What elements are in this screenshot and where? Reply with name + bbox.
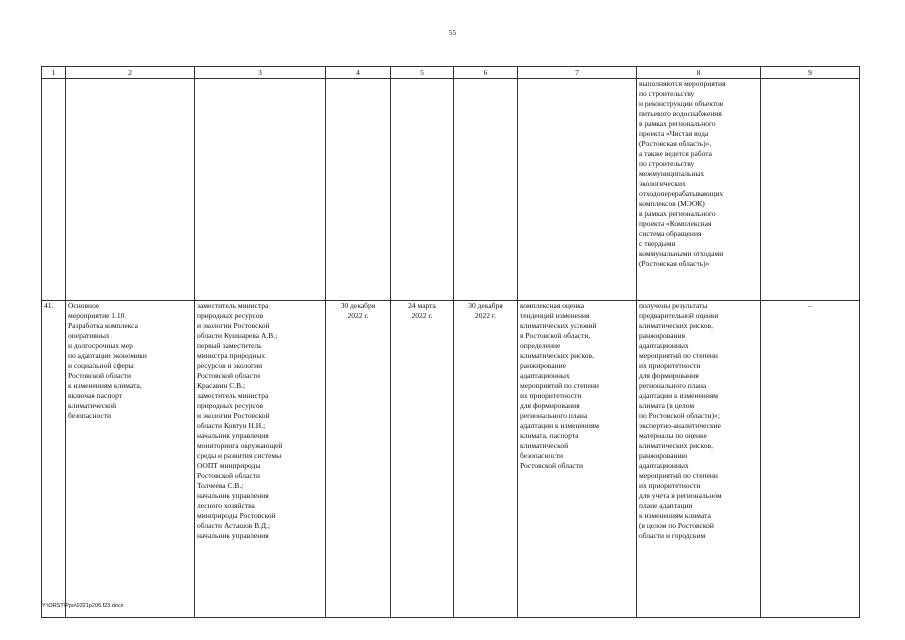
planned-date-line-1: 30 декабря	[340, 301, 376, 310]
cell-text-line: адаптационных	[520, 371, 570, 380]
cell-text-line: лесного хозяйства	[197, 501, 255, 510]
cell-text-line: экологических	[639, 179, 686, 188]
column-number-6: 6	[454, 67, 518, 79]
start-date-cell	[391, 301, 454, 618]
continuation-row	[42, 79, 860, 301]
cell-text-line: экспертно-аналитические	[639, 421, 721, 430]
table-row	[42, 301, 860, 618]
cell-text-line: по адаптации экономики	[68, 351, 147, 360]
continuation-cell-1	[42, 79, 66, 301]
cell-text-line: по Ростовской области)»;	[639, 411, 720, 420]
continuation-cell-5	[391, 79, 454, 301]
start-date-line-1: 24 марта	[408, 301, 436, 310]
row-number-cell: 41.	[42, 301, 66, 618]
cell-text-line: минприроды Ростовской	[197, 511, 276, 520]
cell-text-line: регионального плана	[520, 411, 588, 420]
continuation-cell-4	[326, 79, 391, 301]
column-number-4: 4	[326, 67, 391, 79]
continuation-result-cell	[637, 79, 761, 301]
cell-text-line: для учета в региональном	[639, 491, 722, 500]
footer-file-path: Y:\ORST\Ppo\0321p206.f23.docx	[42, 603, 124, 609]
cell-text-line: тенденций изменения	[520, 311, 590, 320]
cell-text-line: начальник управления	[197, 491, 269, 500]
cell-text-line: коммунальными отходами	[639, 249, 724, 258]
cell-text-line: с твердыми	[639, 239, 676, 248]
end-date-cell	[454, 301, 518, 618]
cell-text-line: по строительству	[639, 159, 695, 168]
cell-text-line: а также ведется работа	[639, 149, 712, 158]
cell-text-line: межмуниципальных	[639, 169, 705, 178]
cell-text-line: к изменениям климата,	[68, 381, 142, 390]
cell-text-line: климатических рисков,	[520, 351, 594, 360]
cell-text-line: Толчеева С.В.;	[197, 481, 244, 490]
cell-text-line: области Ковтун Н.Н.;	[197, 421, 266, 430]
cell-text-line: безопасности	[520, 451, 564, 460]
cell-text-line: регионального плана	[639, 381, 707, 390]
cell-text-line: для формирования	[520, 401, 580, 410]
cell-text-line: ООПТ минприроды	[197, 461, 261, 470]
cell-text-line: их приоритетности	[520, 391, 582, 400]
cell-text-line: (в целом по Ростовской	[639, 521, 714, 530]
column-number-7: 7	[518, 67, 637, 79]
cell-text-line: Ростовской области	[197, 471, 260, 480]
actual-result-cell	[637, 301, 761, 618]
cell-text-line: мониторинга окружающей	[197, 441, 283, 450]
cell-text-line: мероприятий по степени	[639, 471, 718, 480]
cell-text-line: (Ростовская область)»,	[639, 139, 712, 148]
continuation-cell-7	[518, 79, 637, 301]
cell-text-line: климатических условий	[520, 321, 597, 330]
cell-text-line: для формирования	[639, 371, 699, 380]
cell-text-line: и экологии Ростовской	[197, 411, 270, 420]
cell-text-line: питьевого водоснабжения	[639, 109, 722, 118]
cell-text-line: ранжирование	[520, 361, 566, 370]
cell-text-line: их приоритетности	[639, 361, 701, 370]
cell-text-line: климата, паспорта	[520, 431, 579, 440]
column-number-row	[42, 67, 860, 79]
cell-text-line: природных ресурсов	[197, 401, 264, 410]
cell-text-line: ранжирования	[639, 331, 686, 340]
end-date-line-2: 2022 г.	[475, 311, 496, 320]
cell-text-line: среды и развития системы	[197, 451, 282, 460]
cell-text-line: климатических рисков,	[639, 441, 713, 450]
cell-text-line: к изменениям климата	[639, 511, 711, 520]
cell-text-line: мероприятий по степени	[520, 381, 599, 390]
cell-text-line: мероприятие 1.10.	[68, 311, 127, 320]
cell-text-line: и долгосрочных мер	[68, 341, 133, 350]
start-date-line-2: 2022 г.	[411, 311, 433, 320]
cell-text-line: адаптационных	[639, 341, 689, 350]
column-number-2: 2	[66, 67, 195, 79]
cell-text-line: адаптации к изменениям	[520, 421, 600, 430]
cell-text-line: в Ростовской области,	[520, 331, 591, 340]
column-number-8: 8	[637, 67, 761, 79]
cell-text-line: отходоперерабатывающих	[639, 189, 724, 198]
cell-text-line: Ростовской области	[520, 461, 583, 470]
cell-text-line: в рамках регионального	[639, 209, 716, 218]
continuation-cell-3	[195, 79, 326, 301]
end-date-line-1: 30 декабря	[468, 301, 503, 310]
cell-text-line: Красавин С.В.;	[197, 381, 246, 390]
expected-result-cell	[518, 301, 637, 618]
cell-text-line: области Кушнарева А.В.;	[197, 331, 278, 340]
cell-text-line: Разработка комплекса	[68, 321, 138, 330]
cell-text-line: климата (в целом	[639, 401, 695, 410]
cell-text-line: начальник управления	[197, 431, 269, 440]
column-number-5: 5	[391, 67, 454, 79]
cell-text-line: заместитель министра	[197, 391, 269, 400]
cell-text-line: природных ресурсов	[197, 311, 264, 320]
continuation-cell-2	[66, 79, 195, 301]
page-number: 55	[448, 28, 457, 37]
cell-text-line: области и городским	[639, 531, 706, 540]
cell-text-line: адаптации к изменениям	[639, 391, 719, 400]
column-number-3: 3	[195, 67, 326, 79]
cell-text-line: заместитель министра	[197, 301, 269, 310]
cell-text-line: по строительству	[639, 89, 695, 98]
cell-text-line: их приоритетности	[639, 481, 701, 490]
cell-text-line: и экологии Ростовской	[197, 321, 270, 330]
cell-text-line: адаптационных	[639, 461, 689, 470]
cell-text-line: области Асташов В.Д.;	[197, 521, 271, 530]
cell-text-line: безопасности	[68, 411, 112, 420]
responsible-cell	[195, 301, 326, 618]
cell-text-line: плане адаптации	[639, 501, 693, 510]
planned-date-line-2: 2022 г.	[347, 311, 369, 320]
column-number-9: 9	[761, 67, 860, 79]
measures-table	[41, 66, 860, 618]
cell-text-line: система обращения	[639, 229, 702, 238]
cell-text-line: климатической	[520, 441, 569, 450]
cell-text-line: начальник управления	[197, 531, 269, 540]
cell-text-line: проекта «Чистая вода	[639, 129, 709, 138]
cell-text-line: ресурсов и экологии	[197, 361, 263, 370]
measure-name-cell	[66, 301, 195, 618]
continuation-cell-9	[761, 79, 860, 301]
cell-text-line: выполняются мероприятия	[639, 79, 726, 88]
cell-text-line: предварительной оценки	[639, 311, 719, 320]
cell-text-line: первый заместитель	[197, 341, 262, 350]
cell-text-line: Ростовской области	[68, 371, 131, 380]
cell-text-line: и реконструкции объектов	[639, 99, 724, 108]
cell-text-line: климатической	[68, 401, 117, 410]
cell-text-line: и социальной сферы	[68, 361, 134, 370]
cell-text-line: определение	[520, 341, 561, 350]
cell-text-line: в рамках регионального	[639, 119, 716, 128]
cell-text-line: включая паспорт	[68, 391, 123, 400]
cell-text-line: проекта «Комплексная	[639, 219, 712, 228]
cell-text-line: комплексов (МЭОК)	[639, 199, 705, 208]
cell-text-line: оперативных	[68, 331, 110, 340]
planned-date-cell	[326, 301, 391, 618]
column-number-1: 1	[42, 67, 66, 79]
notes-cell: –	[761, 301, 860, 618]
cell-text-line: министра природных	[197, 351, 266, 360]
cell-text-line: Ростовской области	[197, 371, 260, 380]
cell-text-line: (Ростовская область)»	[639, 259, 710, 268]
cell-text-line: ранжированию	[639, 451, 688, 460]
cell-text-line: климатических рисков,	[639, 321, 713, 330]
cell-text-line: комплексная оценка	[520, 301, 585, 310]
cell-text-line: получены результаты	[639, 301, 708, 310]
continuation-cell-6	[454, 79, 518, 301]
cell-text-line: мероприятий по степени	[639, 351, 718, 360]
cell-text-line: материалы по оценке	[639, 431, 707, 440]
cell-text-line: Основное	[68, 301, 100, 310]
